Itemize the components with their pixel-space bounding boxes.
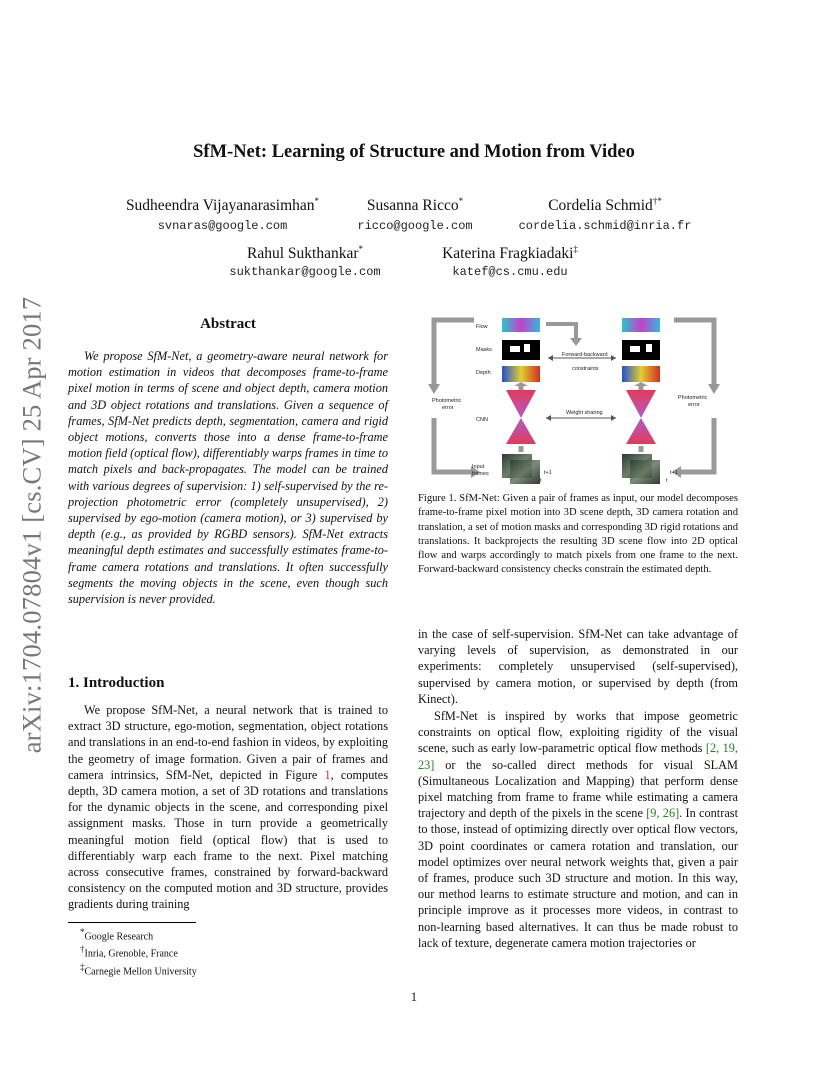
depth-image-right xyxy=(622,366,660,382)
author-email[interactable]: ricco@google.com xyxy=(357,219,473,233)
citation-link[interactable]: [9, 26] xyxy=(646,806,680,821)
page-number: 1 xyxy=(410,990,418,1004)
abstract-text: We propose SfM-Net, a geometry-aware neural network for motion estimation in videos that decomposes frame-to-frame pixel motion in terms of scene and object depth, camera motion and 3D object rotations and translations. Given a sequence of frames, SfM-Net predicts depth, segmentation, camera and rigid object motions, converts those into a dense frame-to-frame motion field (optical flow), differentiably warps frames in time to match pixels and back-propagates. The model can be trained with various degrees of supervision: 1) self-supervised by the re-projection photometric error (completely unsupervised), 2) supervised by ego-motion (camera motion), or 3) supervised by depth (e.g., as provided by RGBD sensors). SfM-Net extracts meaningful depth estimates and successfully estimates frame-to-frame camera rotations and translations. It often successfully segments the moving objects in the scene, even though such supervision is never provided. xyxy=(68,349,388,607)
flow-image-left xyxy=(502,318,540,332)
fig-label-t1-right: t+1 xyxy=(670,470,678,476)
arxiv-stamp xyxy=(12,285,52,765)
fig-label-depth: Depth xyxy=(476,370,491,376)
author-name: Rahul Sukthankar* xyxy=(247,244,363,263)
author-name: Katerina Fragkiadaki‡ xyxy=(442,244,578,263)
fig-label-constraints: constraints xyxy=(572,366,599,372)
masks-image-left xyxy=(502,340,540,360)
arxiv-stamp-text: arXiv:1704.07804v1 [cs.CV] 25 Apr 2017 xyxy=(16,296,47,754)
fig-label-error-left: error xyxy=(442,405,454,411)
fig-label-photometric-right: Photometric xyxy=(678,395,708,401)
author-email[interactable]: katef@cs.cmu.edu xyxy=(452,265,568,279)
fig-label-weight-sharing: Weight sharing xyxy=(566,410,603,416)
fig-label-photometric-left: Photometric xyxy=(432,398,462,404)
intro-paragraph: We propose SfM-Net, a neural network that is trained to extract 3D structure, ego-motion, segmentation, object rotations and translations in an end-to-end fashion in videos, by exploiting the geometry of image formation. Given a pair of frames and camera intrinsics, SfM-Net, depicted in Figure 1, computes depth, 3D camera motion, a set of 3D rotations and translations for the dynamic objects in the scene, and corresponding pixel assignment masks. Those in turn provide a geometrically meaningful motion field (optical flow) that is used to differentiably warp each frame to the next. Pixel matching across consecutive frames, constrained by forward-backward consistency on the computed motion and 3D structure, provides gradients during training xyxy=(68,703,388,912)
figure-caption: Figure 1. SfM-Net: Given a pair of frames as input, our model decomposes frame-to-frame pixel motion into 3D scene depth, 3D camera rotation and translation, a set of motion masks and corresponding 3D rigid rotations and translations. It backprojects the resulting 3D scene flow into 2D optical flow and warps accordingly to match pixels from one frame to the next. Forward-backward consistency checks constrain the estimated depth. xyxy=(418,493,738,576)
author-name: Susanna Ricco* xyxy=(366,196,464,215)
author-name: Cordelia Schmid†* xyxy=(548,196,662,215)
footnote: †Inria, Grenoble, France xyxy=(80,944,178,960)
figure-reference-link[interactable]: 1 xyxy=(324,767,331,782)
footnotes xyxy=(80,926,197,978)
footnote: ‡Carnegie Mellon University xyxy=(80,961,197,977)
fig-label-flow: Flow xyxy=(476,324,488,330)
fig-label-t-left: t xyxy=(540,478,542,484)
masks-image-right xyxy=(622,340,660,360)
flow-image-right xyxy=(622,318,660,332)
right-paragraph-1: in the case of self-supervision. SfM-Net can take advantage of varying levels of supervision, as demonstrated in our experiments: completely unsupervised (self-supervised), supervised by camera motion, or supervised by depth (from Kinect). xyxy=(418,627,738,706)
figure-1-diagram xyxy=(426,314,726,486)
fig-label-frames: frames xyxy=(472,471,489,477)
paper-title: SfM-Net: Learning of Structure and Motion from Video xyxy=(193,142,635,162)
section-heading-introduction: 1. Introduction xyxy=(68,675,165,691)
fig-label-cnn: CNN xyxy=(476,417,488,423)
footnote-rule xyxy=(68,922,196,923)
fig-label-t-right: t xyxy=(666,478,668,484)
depth-image-left xyxy=(502,366,540,382)
fig-label-forward-backward: Forward-backward xyxy=(562,352,608,358)
author-email[interactable]: sukthankar@google.com xyxy=(229,265,381,279)
fig-label-error-right: error xyxy=(688,402,700,408)
author-name: Sudheendra Vijayanarasimhan* xyxy=(125,196,320,215)
fig-label-masks: Masks xyxy=(476,347,492,353)
footnote: *Google Research xyxy=(80,927,154,943)
fig-label-input: Input xyxy=(472,464,485,470)
abstract-heading: Abstract xyxy=(200,316,256,332)
fig-label-t1-left: t+1 xyxy=(544,470,552,476)
citation-link[interactable]: [2, 19, 23] xyxy=(418,741,738,772)
author-email[interactable]: svnaras@google.com xyxy=(157,219,288,233)
author-email[interactable]: cordelia.schmid@inria.fr xyxy=(518,219,692,233)
right-paragraph-2: SfM-Net is inspired by works that impose geometric constraints on optical flow, exploiting rigidity of the visual scene, such as early low-parametric optical flow methods [2, 19, 23] or the so-called direct methods for visual SLAM (Simultaneous Localization and Mapping) that perform dense pixel matching from frame to frame while estimating a camera trajectory and depth of the pixels in the scene [9, 26]. In contrast to those, instead of optimizing directly over optical flow vectors, 3D point coordinates or camera rotation and translation, our model optimizes over neural network weights that, given a pair of frames, produce such 3D structure and motion. In this way, our method learns to estimate structure and motion, and can in principle improve as it processes more videos, in contrast to non-learning based alternatives. It can thus be made robust to lack of texture, degenerate camera motion trajectories or xyxy=(418,709,738,950)
